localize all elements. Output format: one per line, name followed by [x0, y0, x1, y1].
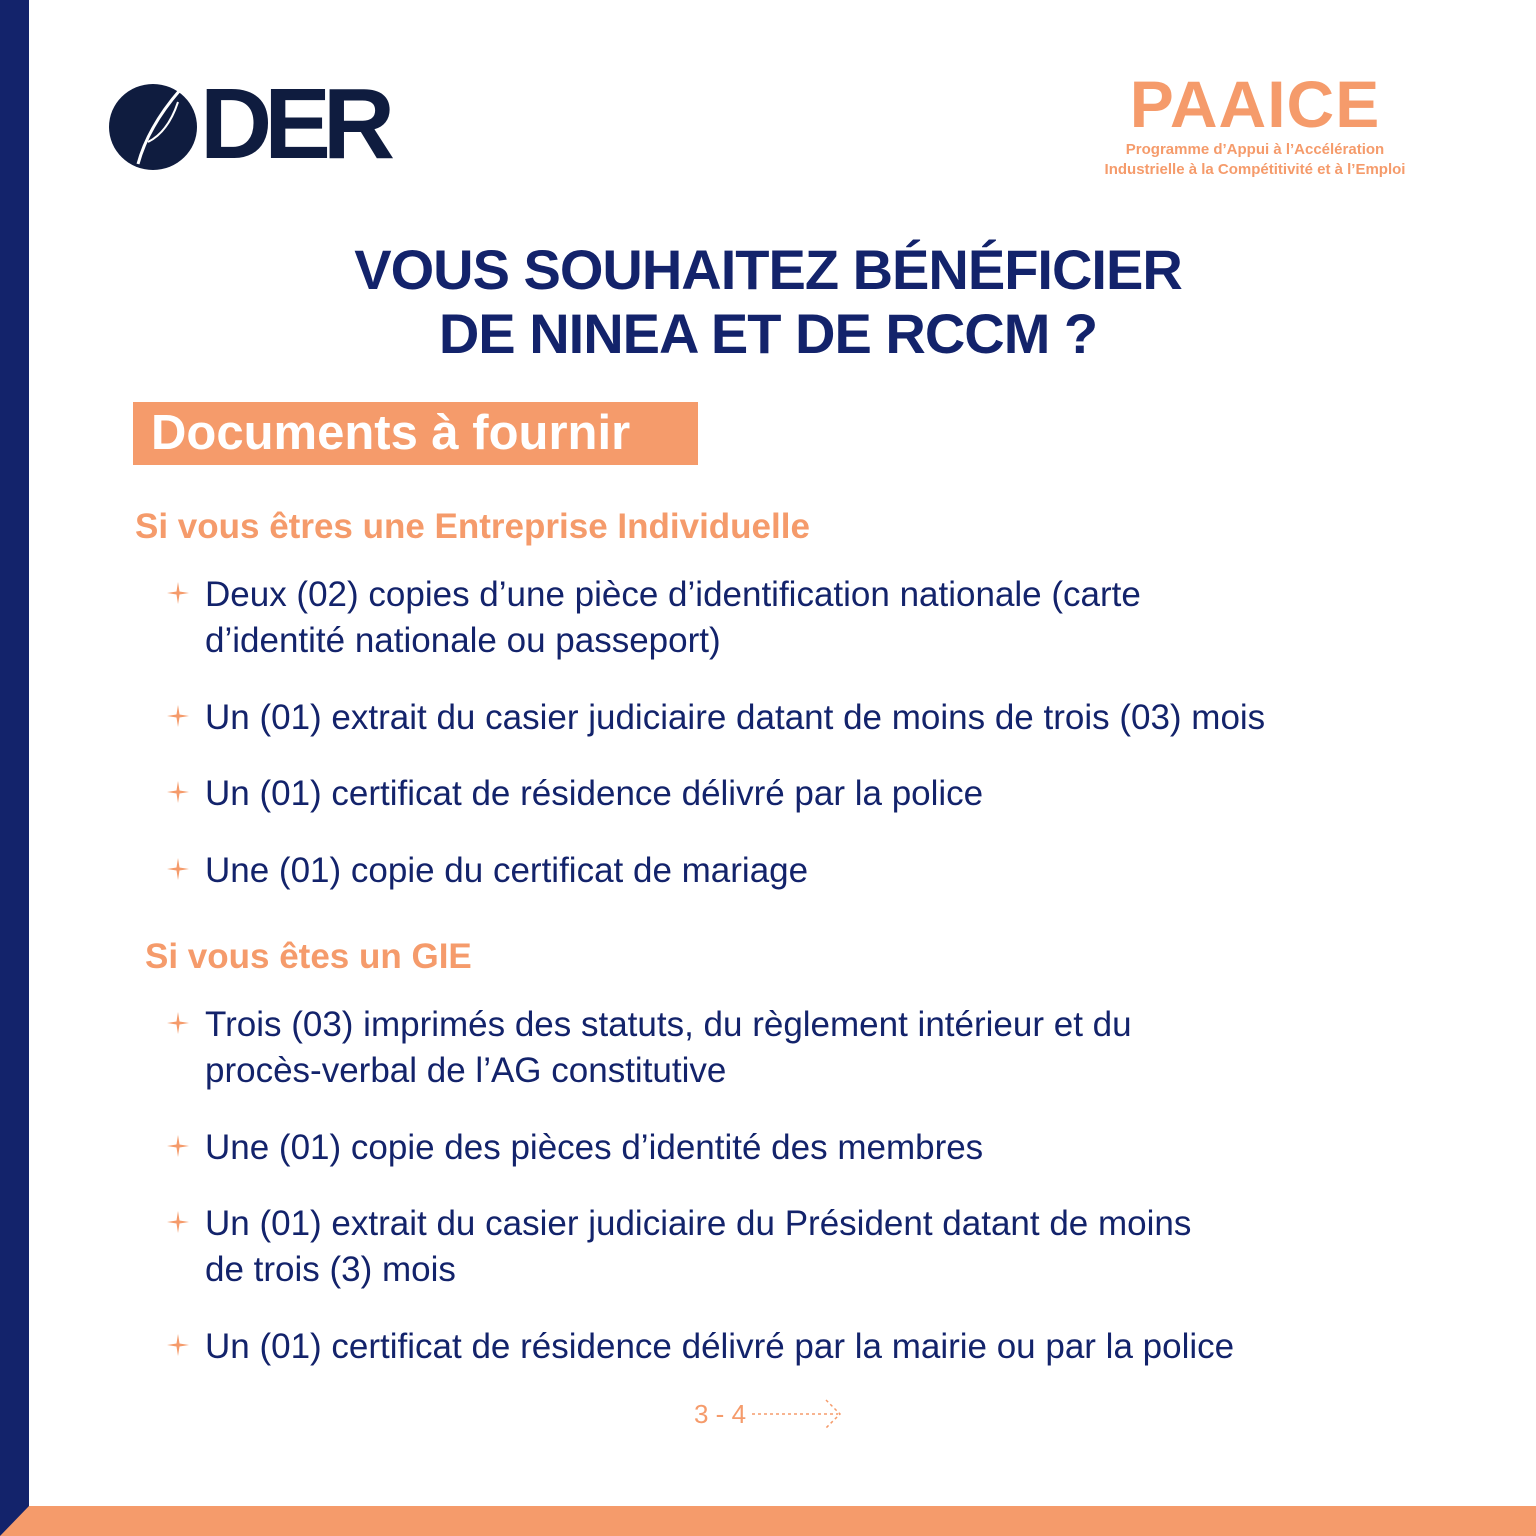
dashed-arrow-right-icon[interactable]: [752, 1396, 847, 1432]
list-item-line1: Un (01) extrait du casier judiciaire datant de moins de trois (03) mois: [205, 698, 1266, 737]
list-item-line1: Un (01) certificat de résidence délivré par la mairie ou par la police: [205, 1327, 1235, 1366]
paaice-subtitle-line2: Industrielle à la Compétitivité et à l’Emploi: [1104, 161, 1406, 178]
list-item: [165, 572, 1465, 664]
list-item-line1: Un (01) certificat de résidence délivré par la police: [205, 774, 984, 813]
der-leaf-icon: [108, 82, 198, 172]
paaice-title: PAAICE: [1129, 67, 1381, 141]
list-item: [165, 1324, 1465, 1370]
list-item: [165, 695, 1465, 741]
list-item-line2: de trois (3) mois: [205, 1250, 456, 1289]
bottom-accent-bar: [0, 1506, 1536, 1536]
documents-section-label: Documents à fournir: [133, 402, 698, 465]
pager-label: 3 - 4: [694, 1399, 747, 1429]
plus-sparkle-icon: [165, 779, 191, 805]
list-item-line1: Deux (02) copies d’une pièce d’identification nationale (carte: [205, 575, 1141, 614]
page-title-line2: DE NINEA ET DE RCCM ?: [438, 302, 1098, 365]
list-item-line2: d’identité nationale ou passeport): [205, 621, 721, 660]
group-heading-gie: Si vous êtes un GIE: [145, 937, 472, 976]
list-item-line1: Trois (03) imprimés des statuts, du règlement intérieur et du: [205, 1005, 1132, 1044]
list-item: [165, 771, 1465, 817]
list-item-line2: procès-verbal de l’AG constitutive: [205, 1051, 727, 1090]
list-item: [165, 1002, 1465, 1094]
list-item-line1: Une (01) copie du certificat de mariage: [205, 851, 809, 890]
page-title: [0, 238, 1536, 366]
page-title-line1: VOUS SOUHAITEZ BÉNÉFICIER: [354, 238, 1182, 301]
plus-sparkle-icon: [165, 1010, 191, 1036]
list-item: [165, 848, 1465, 894]
plus-sparkle-icon: [165, 703, 191, 729]
plus-sparkle-icon: [165, 1332, 191, 1358]
list-item: [165, 1201, 1465, 1293]
list-item-line1: Une (01) copie des pièces d’identité des membres: [205, 1128, 984, 1167]
left-accent-bar: [0, 0, 29, 1536]
plus-sparkle-icon: [165, 580, 191, 606]
der-logo-text: DER: [200, 68, 388, 180]
pager[interactable]: [694, 1396, 854, 1432]
group-heading-entreprise-individuelle: Si vous êtres une Entreprise Individuelle: [135, 507, 810, 546]
plus-sparkle-icon: [165, 856, 191, 882]
plus-sparkle-icon: [165, 1133, 191, 1159]
plus-sparkle-icon: [165, 1209, 191, 1235]
paaice-subtitle-line1: Programme d’Appui à l’Accélération: [1125, 141, 1385, 158]
der-logo: [108, 68, 408, 180]
paaice-logo: [1070, 67, 1440, 180]
list-item-line1: Un (01) extrait du casier judiciaire du Président datant de moins: [205, 1204, 1192, 1243]
list-item: [165, 1125, 1465, 1171]
